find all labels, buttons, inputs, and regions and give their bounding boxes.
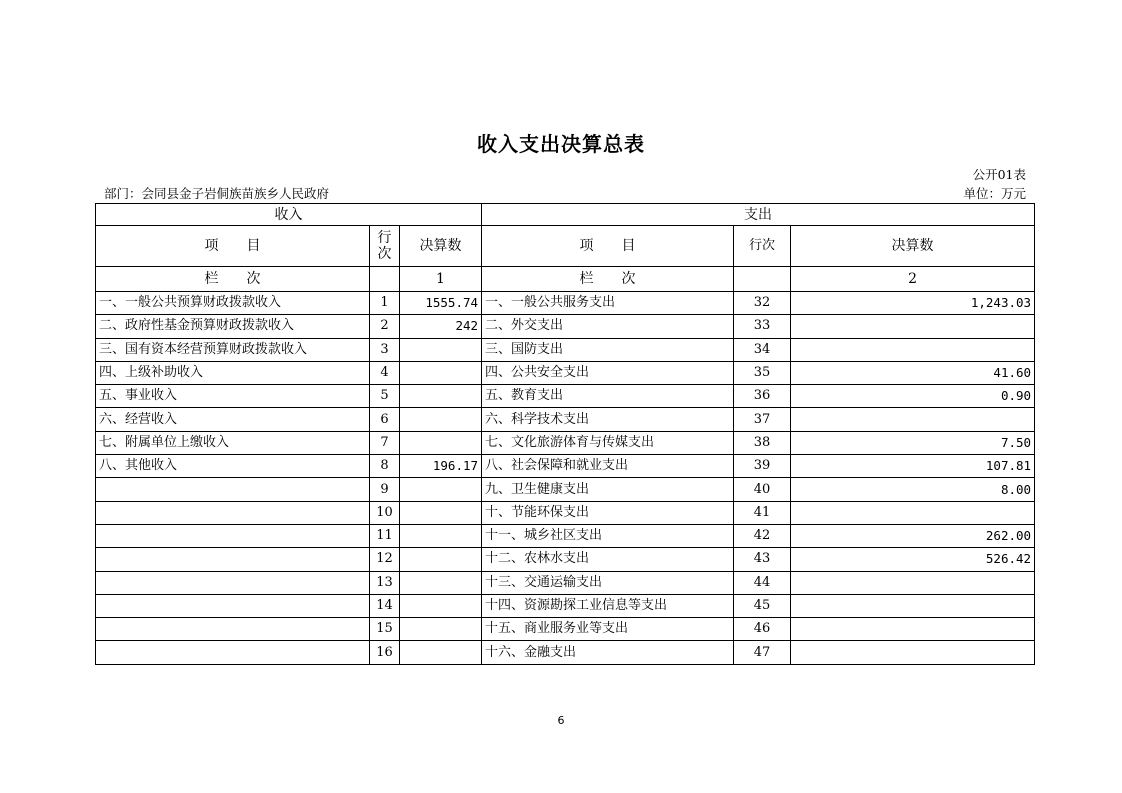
expense-line-cell: 44 <box>734 571 791 594</box>
expense-amount-header: 决算数 <box>791 226 1035 267</box>
expense-amount-cell: 8.00 <box>791 478 1035 501</box>
income-item-cell: 二、政府性基金预算财政拨款收入 <box>96 315 370 338</box>
expense-section-header: 支出 <box>482 204 1035 226</box>
income-line-cell: 8 <box>370 455 400 478</box>
income-amount-cell <box>400 408 482 431</box>
expense-line-cell: 41 <box>734 501 791 524</box>
income-item-cell <box>96 478 370 501</box>
table-row <box>96 431 1035 454</box>
expense-item-cell: 七、文化旅游体育与传媒支出 <box>482 431 734 454</box>
expense-amount-cell <box>791 408 1035 431</box>
income-column-label: 栏 次 <box>96 267 370 292</box>
expense-line-cell: 47 <box>734 641 791 664</box>
table-row <box>96 385 1035 408</box>
income-line-cell: 4 <box>370 361 400 384</box>
expense-item-cell: 一、一般公共服务支出 <box>482 292 734 315</box>
header-row-columns <box>96 226 1035 267</box>
expense-item-cell: 十五、商业服务业等支出 <box>482 618 734 641</box>
expense-line-header: 行次 <box>734 226 791 267</box>
expense-item-cell: 十六、金融支出 <box>482 641 734 664</box>
expense-line-cell: 38 <box>734 431 791 454</box>
income-line-cell: 10 <box>370 501 400 524</box>
expense-amount-cell <box>791 594 1035 617</box>
income-amount-cell <box>400 431 482 454</box>
income-line-cell: 3 <box>370 338 400 361</box>
expense-line-column-number <box>734 267 791 292</box>
expense-line-cell: 35 <box>734 361 791 384</box>
expense-amount-cell: 1,243.03 <box>791 292 1035 315</box>
income-line-cell: 16 <box>370 641 400 664</box>
income-item-cell: 三、国有资本经营预算财政拨款收入 <box>96 338 370 361</box>
income-item-cell <box>96 641 370 664</box>
income-item-cell <box>96 594 370 617</box>
income-amount-cell <box>400 571 482 594</box>
expense-item-cell: 八、社会保障和就业支出 <box>482 455 734 478</box>
income-amount-cell <box>400 641 482 664</box>
header-row-column-numbers <box>96 267 1035 292</box>
expense-item-cell: 十、节能环保支出 <box>482 501 734 524</box>
income-amount-cell <box>400 478 482 501</box>
expense-line-cell: 42 <box>734 524 791 547</box>
income-column-number: 1 <box>400 267 482 292</box>
income-item-cell <box>96 548 370 571</box>
expense-amount-cell <box>791 641 1035 664</box>
expense-amount-cell: 7.50 <box>791 431 1035 454</box>
income-item-cell: 七、附属单位上缴收入 <box>96 431 370 454</box>
expense-amount-cell <box>791 501 1035 524</box>
expense-item-cell: 十二、农林水支出 <box>482 548 734 571</box>
income-item-cell: 四、上级补助收入 <box>96 361 370 384</box>
department-label: 部门：会同县金子岩侗族苗族乡人民政府 <box>104 186 330 201</box>
income-amount-cell <box>400 501 482 524</box>
income-amount-cell <box>400 594 482 617</box>
income-amount-cell <box>400 385 482 408</box>
expense-line-cell: 36 <box>734 385 791 408</box>
table-row <box>96 338 1035 361</box>
income-line-cell: 15 <box>370 618 400 641</box>
page-number: 6 <box>557 714 565 727</box>
expense-line-cell: 33 <box>734 315 791 338</box>
income-amount-cell <box>400 524 482 547</box>
expense-amount-cell: 0.90 <box>791 385 1035 408</box>
expense-item-cell: 二、外交支出 <box>482 315 734 338</box>
income-line-header: 行 次 <box>370 226 400 267</box>
income-line-cell: 1 <box>370 292 400 315</box>
table-row <box>96 408 1035 431</box>
table-row <box>96 292 1035 315</box>
income-line-cell: 13 <box>370 571 400 594</box>
income-line-cell: 2 <box>370 315 400 338</box>
expense-column-number: 2 <box>791 267 1035 292</box>
income-item-cell: 五、事业收入 <box>96 385 370 408</box>
expense-line-cell: 39 <box>734 455 791 478</box>
expense-line-cell: 34 <box>734 338 791 361</box>
income-section-header: 收入 <box>96 204 482 226</box>
income-amount-header: 决算数 <box>400 226 482 267</box>
expense-amount-cell: 526.42 <box>791 548 1035 571</box>
table-row <box>96 455 1035 478</box>
expense-item-cell: 六、科学技术支出 <box>482 408 734 431</box>
expense-amount-cell <box>791 315 1035 338</box>
header-row-sections <box>96 204 1035 226</box>
expense-amount-cell: 107.81 <box>791 455 1035 478</box>
income-line-column-number <box>370 267 400 292</box>
income-item-cell <box>96 501 370 524</box>
income-line-cell: 5 <box>370 385 400 408</box>
income-amount-cell: 242 <box>400 315 482 338</box>
income-item-cell: 六、经营收入 <box>96 408 370 431</box>
income-item-cell: 一、一般公共预算财政拨款收入 <box>96 292 370 315</box>
income-amount-cell: 1555.74 <box>400 292 482 315</box>
income-item-cell <box>96 571 370 594</box>
income-item-cell: 八、其他收入 <box>96 455 370 478</box>
table-row <box>96 478 1035 501</box>
expense-item-cell: 三、国防支出 <box>482 338 734 361</box>
expense-amount-cell: 262.00 <box>791 524 1035 547</box>
form-number: 公开01表 <box>972 167 1026 182</box>
income-line-cell: 14 <box>370 594 400 617</box>
table-row <box>96 594 1035 617</box>
table-row <box>96 315 1035 338</box>
expense-item-cell: 十四、资源勘探工业信息等支出 <box>482 594 734 617</box>
expense-amount-cell <box>791 618 1035 641</box>
income-expense-table <box>95 203 1035 665</box>
expense-line-cell: 40 <box>734 478 791 501</box>
table-row <box>96 548 1035 571</box>
income-line-cell: 7 <box>370 431 400 454</box>
expense-amount-cell: 41.60 <box>791 361 1035 384</box>
expense-item-cell: 九、卫生健康支出 <box>482 478 734 501</box>
income-line-cell: 9 <box>370 478 400 501</box>
income-amount-cell <box>400 548 482 571</box>
table-row <box>96 501 1035 524</box>
table-row <box>96 571 1035 594</box>
expense-line-cell: 32 <box>734 292 791 315</box>
expense-item-cell: 十一、城乡社区支出 <box>482 524 734 547</box>
expense-item-cell: 十三、交通运输支出 <box>482 571 734 594</box>
table-row <box>96 618 1035 641</box>
expense-item-cell: 四、公共安全支出 <box>482 361 734 384</box>
expense-line-cell: 45 <box>734 594 791 617</box>
page-title: 收入支出决算总表 <box>477 132 645 156</box>
expense-amount-cell <box>791 571 1035 594</box>
income-amount-cell: 196.17 <box>400 455 482 478</box>
expense-item-header: 项 目 <box>482 226 734 267</box>
income-line-cell: 12 <box>370 548 400 571</box>
income-amount-cell <box>400 361 482 384</box>
income-line-cell: 6 <box>370 408 400 431</box>
table-row <box>96 361 1035 384</box>
table-row <box>96 524 1035 547</box>
income-item-header: 项 目 <box>96 226 370 267</box>
income-amount-cell <box>400 618 482 641</box>
income-amount-cell <box>400 338 482 361</box>
expense-column-label: 栏 次 <box>482 267 734 292</box>
table-row <box>96 641 1035 664</box>
expense-item-cell: 五、教育支出 <box>482 385 734 408</box>
expense-amount-cell <box>791 338 1035 361</box>
expense-line-cell: 37 <box>734 408 791 431</box>
income-item-cell <box>96 618 370 641</box>
income-line-cell: 11 <box>370 524 400 547</box>
expense-line-cell: 46 <box>734 618 791 641</box>
expense-line-cell: 43 <box>734 548 791 571</box>
income-item-cell <box>96 524 370 547</box>
unit-label: 单位：万元 <box>963 186 1026 201</box>
